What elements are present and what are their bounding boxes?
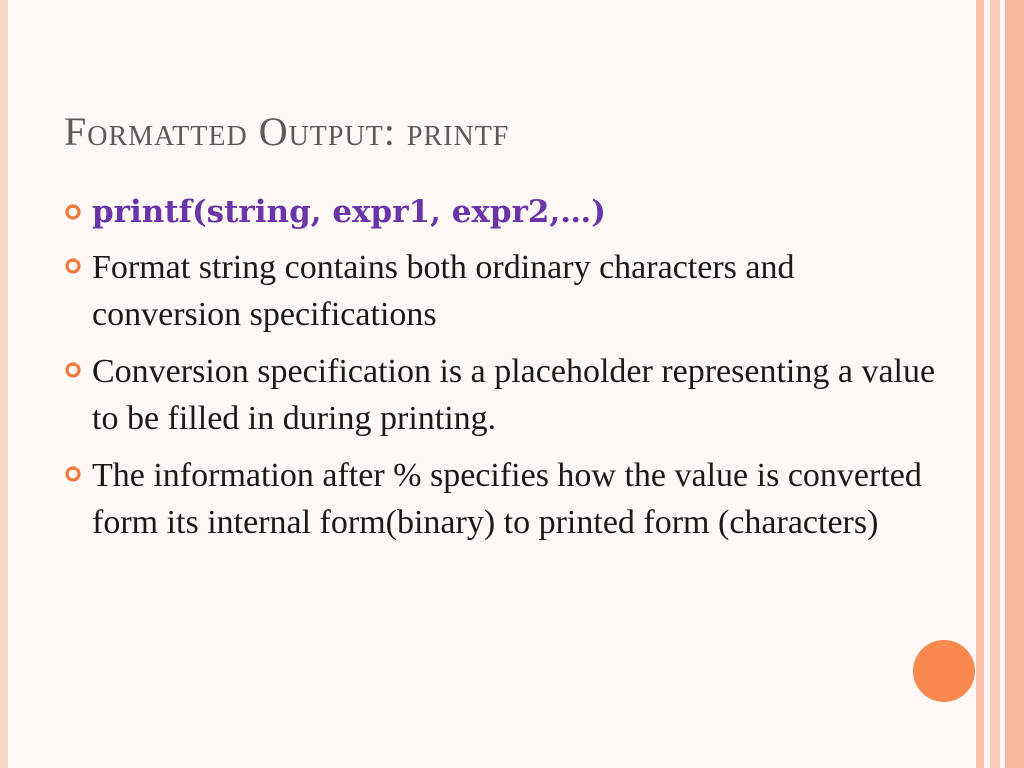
bullet-item-percent-info	[64, 452, 944, 546]
frame-stripe	[1005, 0, 1024, 768]
frame-stripe	[990, 0, 1000, 768]
ring-bullet-icon	[64, 452, 92, 496]
bullet-item-format-string	[64, 244, 944, 338]
right-frame-stripes	[976, 0, 1024, 768]
left-frame-border	[0, 0, 8, 768]
bullet-text: printf(string, expr1, expr2,…)	[92, 194, 606, 230]
bullet-text: The information after % specifies how the value is converted form its internal form(binary) to printed form (characters)	[92, 457, 922, 541]
ring-bullet-icon	[64, 348, 92, 392]
ring-bullet-icon	[64, 190, 92, 234]
bullet-list	[64, 190, 944, 556]
bullet-text: Format string contains both ordinary characters and conversion specifications	[92, 249, 795, 333]
frame-stripe	[976, 0, 984, 768]
ring-bullet-icon	[64, 244, 92, 288]
slide-title: Formatted Output: printf	[64, 109, 510, 154]
orange-circle-decoration	[913, 640, 975, 702]
bullet-text: Conversion specification is a placeholder representing a value to be filled in during printing.	[92, 353, 936, 437]
bullet-item-conversion-spec	[64, 348, 944, 442]
bullet-item-printf-signature	[64, 190, 944, 234]
